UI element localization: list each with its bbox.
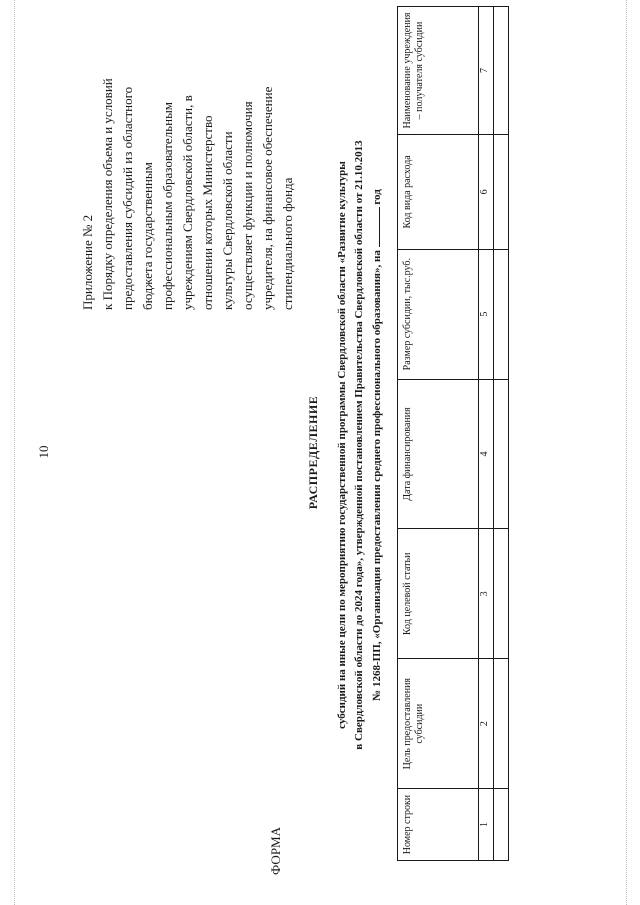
form-label: ФОРМА [268, 827, 283, 875]
subtitle-line-text: № 1268-ПП, «Организация предоставления среднего профессионального образования», на [371, 250, 383, 701]
header-funding-date: Дата финансирования [398, 379, 479, 529]
year-blank-field [368, 207, 380, 247]
header-purpose: Цель предоставления субсидии [398, 659, 479, 789]
header-row-number: Номер строки [398, 789, 479, 861]
header-expense-code: Код вида расхода [398, 134, 479, 249]
subtitle-line: в Свердловской области до 2024 года», утвержденной постановлением Правительства Свердловской области от 21.10.2013 [353, 140, 365, 750]
table-cell [494, 134, 509, 249]
appendix-line: культуры Свердловской области [220, 131, 235, 310]
table-empty-row [494, 7, 509, 861]
table-cell [494, 789, 509, 861]
appendix-line: предоставления субсидий из областного [120, 86, 135, 310]
table-cell [494, 379, 509, 529]
subtitle-line: субсидий на иные цели по мероприятию государственной программы Свердловской области «Развитие культуры [336, 161, 348, 729]
appendix-line: Приложение № 2 [80, 214, 95, 310]
column-number: 7 [479, 7, 494, 135]
appendix-line: бюджета государственным [140, 162, 155, 310]
column-number: 2 [479, 659, 494, 789]
column-number: 6 [479, 134, 494, 249]
subtitle-year-suffix: год [371, 189, 383, 205]
appendix-note [78, 10, 298, 310]
appendix-line: стипендиального фонда [280, 177, 295, 310]
column-number: 4 [479, 379, 494, 529]
table-cell [494, 529, 509, 659]
table-header-row [398, 7, 479, 861]
appendix-line: осуществляет функции и полномочия [240, 101, 255, 310]
header-recipient-name: Наименование учреждения – получателя субсидии [398, 7, 479, 135]
document-subtitle [334, 45, 386, 845]
table-cell [494, 249, 509, 379]
column-number-row [479, 7, 494, 861]
column-number: 1 [479, 789, 494, 861]
appendix-line: учредителя, на финансовое обеспечение [260, 86, 275, 310]
column-number: 3 [479, 529, 494, 659]
document-title: РАСПРЕДЕЛЕНИЕ [306, 395, 320, 510]
appendix-line: к Порядку определения объема и условий [100, 78, 115, 310]
appendix-line: учреждениям Свердловской области, в [180, 95, 195, 310]
header-target-code: Код целевой статьи [398, 529, 479, 659]
column-number: 5 [479, 249, 494, 379]
distribution-table [397, 6, 509, 861]
table-cell [494, 7, 509, 135]
subtitle-line-3 [368, 45, 386, 845]
table-cell [494, 659, 509, 789]
page-number: 10 [36, 445, 51, 459]
header-subsidy-amount: Размер субсидии, тыс.руб. [398, 249, 479, 379]
appendix-line: профессиональным образовательным [160, 101, 175, 310]
appendix-line: отношении которых Министерство [200, 115, 215, 310]
